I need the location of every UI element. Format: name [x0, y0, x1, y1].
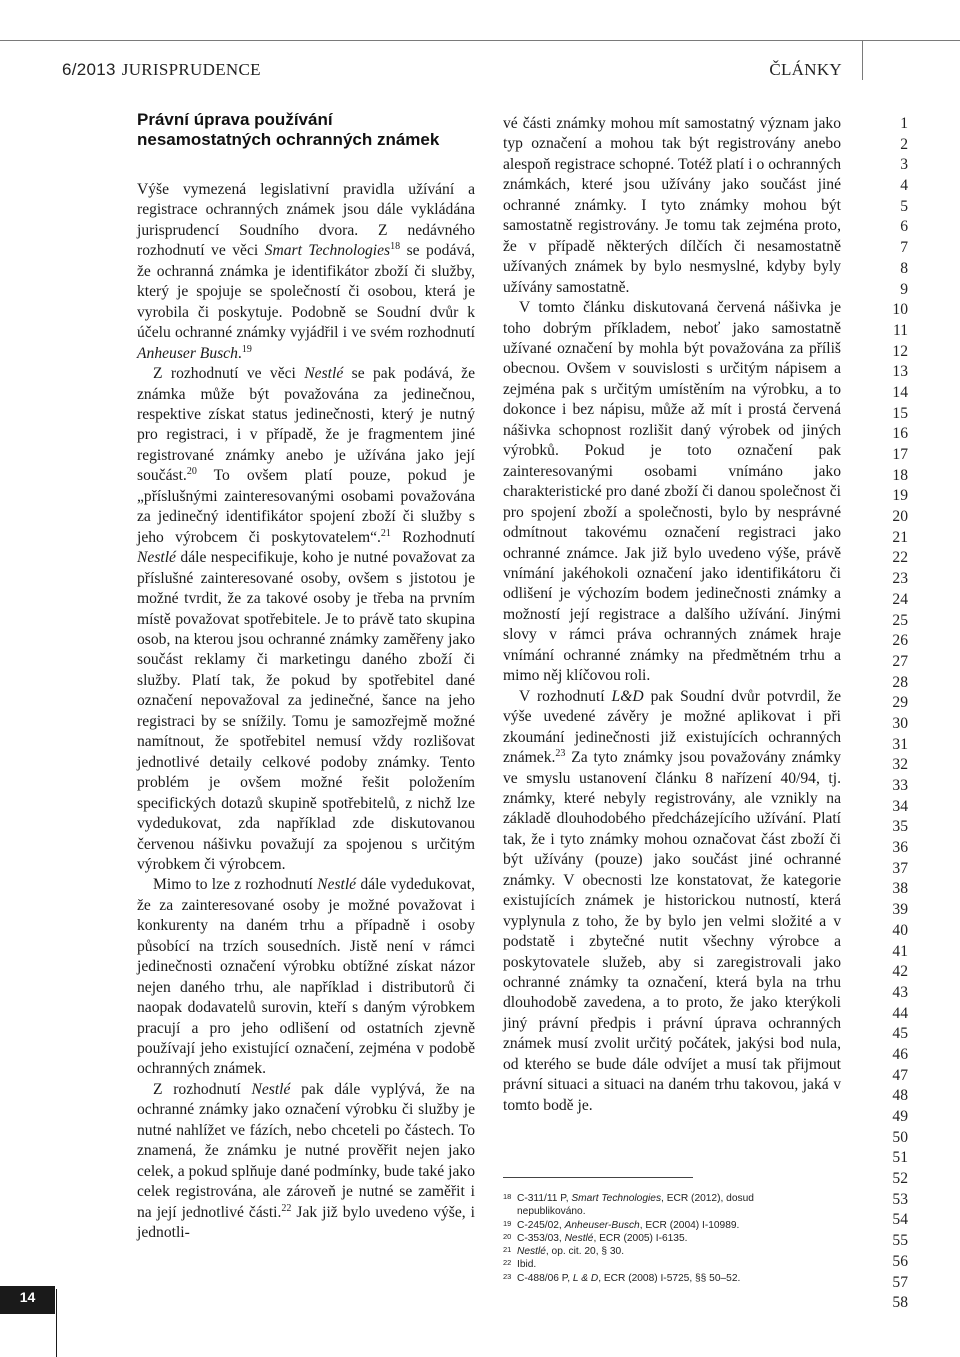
case-name: L&D	[611, 687, 644, 705]
line-number: 44	[892, 1004, 908, 1022]
paragraph: Z rozhodnutí Nestlé pak dále vyplývá, že na ochranné známky jako označení výrobku či služby je nutné nahlížet ve fázích, nebo chceteli po částech. To znamená, že známku je nutné prověřit nejen jako celek, a pokud splňuje dané podmínky, bude také jako celek registrována, ale zároveň je nutné se zaměřit i na její jednotlivé části.$^{22}$ Jak již bylo uvedeno výše, i jednotli-	[137, 1080, 475, 1242]
section-label: ČLÁNKY	[769, 60, 842, 79]
line-number: 20	[892, 508, 908, 526]
line-number: 42	[892, 963, 908, 981]
line-number: 31	[892, 735, 908, 753]
case-name: Anheuser Busch	[137, 344, 238, 362]
footnote: 21 Nestlé, op. cit. 20, § 30.	[503, 1245, 625, 1258]
footnote-number: 21	[503, 1245, 512, 1255]
section-title	[137, 110, 475, 150]
line-number: 24	[892, 590, 908, 608]
line-number: 53	[892, 1190, 908, 1208]
line-number: 30	[892, 714, 908, 732]
footnote-ref: 22	[281, 1202, 292, 1214]
line-number: 10	[892, 301, 908, 319]
line-number: 12	[892, 342, 908, 360]
line-number: 51	[892, 1149, 908, 1167]
section-title-line2: nesamostatných ochranných známek	[137, 130, 440, 149]
line-number: 26	[892, 632, 908, 650]
footnote-number: 18	[503, 1192, 512, 1201]
line-number: 56	[892, 1252, 908, 1270]
line-numbers	[868, 114, 908, 1314]
footnote-number: 19	[503, 1218, 512, 1228]
line-number: 6	[900, 218, 908, 236]
line-number: 37	[892, 859, 908, 877]
line-number: 34	[892, 797, 908, 815]
footnotes	[503, 1192, 803, 1285]
line-number: 9	[900, 280, 908, 298]
line-number: 15	[892, 404, 908, 422]
footnote: 22 Ibid.	[503, 1258, 537, 1271]
issue-number: 6/2013	[62, 60, 116, 79]
line-number: 19	[892, 487, 908, 505]
header-right-rule	[862, 40, 863, 80]
case-name: Nestlé	[137, 549, 176, 567]
line-number: 29	[892, 694, 908, 712]
line-number: 35	[892, 818, 908, 836]
footnote-number: 20	[503, 1231, 512, 1241]
footnote-ref: 20	[186, 466, 197, 478]
line-number: 43	[892, 983, 908, 1001]
footnote-number: 23	[503, 1271, 512, 1281]
line-number: 32	[892, 756, 908, 774]
line-number: 39	[892, 901, 908, 919]
footnote-number: 22	[503, 1258, 512, 1268]
section-title-line1: Právní úprava používání	[137, 110, 333, 129]
line-number: 54	[892, 1211, 908, 1229]
line-number: 18	[892, 466, 908, 484]
line-number: 58	[892, 1294, 908, 1312]
case-name: Nestlé	[304, 365, 344, 383]
footnote: 23 C-488/06 P, L & D, ECR (2008) I-5725, §§ 50–52.	[503, 1271, 741, 1284]
line-number: 16	[892, 425, 908, 443]
case-name: Nestlé	[251, 1080, 291, 1098]
paragraph: Z rozhodnutí ve věci Nestlé se pak podává, že známka může být považována za jedinečnou, respektive získat status jedinečnosti, který je nutný pro registraci, i v případě, že je fragmentem jiné registrované známky anebo je užívána jako její součást.$^{20}$ To ovšem platí pouze, pokud je „příslušnými zainteresovanými osobami považována za jedinečný identifikátor spojení zboží či služby s jeho výrobcem či poskytovatelem“.$^{21}$ Rozhodnutí Nestlé dále nespecifikuje, koho je nutné považovat za příslušné zainteresované osoby, ovšem s jistotou je možné tvrdit, že za takové osoby je třeba na prvním místě považovat spotřebitele. Je to právě tato skupina osob, na kterou jsou ochranné známky zaměřeny jako součást reklamy či marketingu daného zboží či služby. Platí tak, že pokud by spotřebitel dané označení nepovažoval za jedinečné, šance na jeho registraci by se snížily. Tomu je samozřejmě možné namítnout, že spotřebitel nemusí vždy rozlišovat jednotlivé detaily celkové podoby známky. Tento problém je ovšem možné řešit položením specifických dotazů skupině spotřebitelů, z nichž lze vydedukovat, zda například zde diskutovanou červenou nášivku považují za spojenou s určitým výrobkem či výrobcem.	[137, 365, 476, 873]
line-number: 25	[892, 611, 908, 629]
line-number: 17	[892, 446, 908, 463]
page-edge-rule	[56, 1289, 57, 1357]
line-number: 33	[892, 777, 908, 794]
line-number: 40	[892, 921, 908, 939]
footnote-ref: 21	[380, 527, 391, 539]
line-number: 48	[892, 1087, 908, 1105]
case-name: Anheuser-Busch	[564, 1219, 640, 1231]
line-number: 14	[892, 383, 908, 401]
line-number: 47	[892, 1066, 908, 1084]
footnote: 19 C-245/02, Anheuser-Busch, ECR (2004) I-10989.	[503, 1218, 740, 1231]
paragraph: vé části známky mohou mít samostatný význam jako typ označení a mohou tak být registrovány anebo alespoň registrace schopné. Totéž platí i o ochranných známkách, které jsou užívány jako součást jiné ochranné známky. I tyto známky mohou být samostatně registrovány. Je tomu tak zejména proto, že v případě některých dílčích či nesamostatně užívaných známek by bylo nesmyslné, kdyby byly užívány samostatně.	[503, 115, 841, 296]
line-number: 28	[892, 673, 908, 691]
paragraph: Mimo to lze z rozhodnutí Nestlé dále vydedukovat, že za zainteresované osoby je možné považovat i konkurenty na daném trhu a případně i osoby působící na trzích sousedních. Jistě není v rámci jedinečnosti označení výrobku obtížné získat názor nejen daného trhu, ale například i distributorů či naopak dodavatelů surovin, kteří s daným výrobkem pracují a pro jeho odlišení od ostatních zjevně používají jeho existující označení, zejména v podobě ochranných známek.	[137, 876, 476, 1078]
line-number: 50	[892, 1128, 908, 1146]
line-number: 23	[892, 570, 908, 588]
right-column	[503, 114, 841, 1116]
line-number: 4	[900, 177, 908, 195]
running-header-left	[62, 60, 261, 80]
line-number: 57	[892, 1273, 908, 1291]
line-number: 11	[892, 321, 908, 339]
line-number: 38	[892, 880, 908, 898]
case-name: Smart Technologies	[571, 1193, 662, 1204]
line-number: 2	[900, 135, 908, 153]
case-name: Nestlé	[517, 1246, 546, 1258]
case-name: L & D	[572, 1272, 599, 1284]
line-number: 1	[900, 115, 908, 132]
paragraph: V rozhodnutí L&D pak Soudní dvůr potvrdil, že výše uvedené závěry je možné aplikovat i při zkoumání jedinečnosti již existujících ochranných známek.$^{23}$ Za tyto známky jsou považovány známky ve smyslu ustanovení článku 8 nařízení 40/94, tj. známky, které nebyly registrovány, ale vznikly na základě dlouhodobého předcházejícího užívání. Platí tak, že i tyto známky mohou označovat část zboží či být užívány (pouze) jako součást jiné ochranné známky. V obecnosti lze konstatovat, že kategorie existujících známek je historickou nutností, která vyplynula z toho, že by bylo jen velmi složité a v podstatě i zbytečné nutit všechny výrobce a poskytovatele služeb, aby si zaregistrovali jako ochranné známky ta označení, která byla na trhu dlouhodobě zavedena, a to proto, že jako kterýkoli jiný právní předpis i právní úprava ochranných známek musí zvolit určitý počátek, jakýsi bod nula, od kterého se bude dále odvíjet a musí tak přijmout právní situaci a situaci na daném trhu takovou, jaká v tomto bodě je.	[503, 687, 841, 1114]
case-name: Nestlé	[317, 876, 357, 894]
footnote-ref: 19	[241, 343, 252, 355]
header-rule	[0, 40, 960, 41]
left-column	[137, 110, 475, 1244]
line-number: 49	[892, 1108, 908, 1125]
case-name: Smart Technologies	[264, 242, 391, 260]
footnote-ref: 18	[390, 241, 401, 253]
paragraph: Výše vymezená legislativní pravidla užívání a registrace ochranných známek jsou dále vykládána jurisprudencí Soudního dvora. Z nedávného rozhodnutí ve věci Smart Technologies$^{18}$ se podává, že ochranná známka je identifikátor zboží či služby, který je spojuje se společností či osobou, která je vyrobila či poskytuje. Podobně se Soudní dvůr k účelu ochranné známky vyjádřil i ve svém rozhodnutí Anheuser Busch.$^{19}$	[137, 181, 475, 362]
line-number: 3	[900, 156, 908, 174]
footnote-rule	[503, 1177, 693, 1178]
line-number: 45	[892, 1025, 908, 1043]
line-number: 46	[892, 1045, 908, 1063]
line-number: 36	[892, 839, 908, 857]
line-number: 8	[900, 259, 908, 277]
journal-name: JURISPRUDENCE	[121, 60, 261, 79]
line-number: 5	[900, 197, 908, 215]
line-number: 55	[892, 1232, 908, 1250]
footnote: 18 C-311/11 P, Smart Technologies, ECR (2012), dosud nepublikováno.	[503, 1192, 754, 1218]
case-name: Nestlé	[564, 1232, 594, 1244]
footnote: 20 C-353/03, Nestlé, ECR (2005) I-6135.	[503, 1231, 688, 1244]
line-number: 21	[892, 528, 908, 546]
line-number: 7	[900, 239, 908, 257]
page-number: 14	[19, 1289, 36, 1305]
line-number: 27	[892, 652, 908, 670]
paragraph: V tomto článku diskutovaná červená nášivka je toho dobrým příkladem, neboť jako samostatně užívané označení by mohla být považována za příliš obecnou. Ovšem v souvislosti s určitým nápisem a zejména pak s určitým umístěním na výrobku, a to dokonce i bez nápisu, může až mít i prostá červená nášivka schopnost rozlišit daný výrobek od jiných výrobků. Pokud je toto označení pak zainteresovanými osobami vnímáno jako charakteristické pro dané zboží či danou společnost či pro spojení zboží a společnosti, bylo by nesprávné odmítnout takovému označení registraci jako ochranné známce. Jak již bylo uvedeno výše, právě vnímání jakéhokoli označení jako identifikátoru či odlišení je výchozím bodem jedinečnosti známky a možností její registrace a dalšího užívání. Jinými slovy v rámci práva ochranných známek hraje vnímání ochranné známky na předmětném trhu a mimo něj klíčovou roli.	[503, 299, 841, 685]
line-number: 13	[892, 363, 908, 381]
line-number: 22	[892, 549, 908, 567]
footnote-ref: 23	[555, 747, 566, 759]
line-number: 52	[892, 1170, 908, 1188]
line-number: 41	[892, 942, 908, 960]
